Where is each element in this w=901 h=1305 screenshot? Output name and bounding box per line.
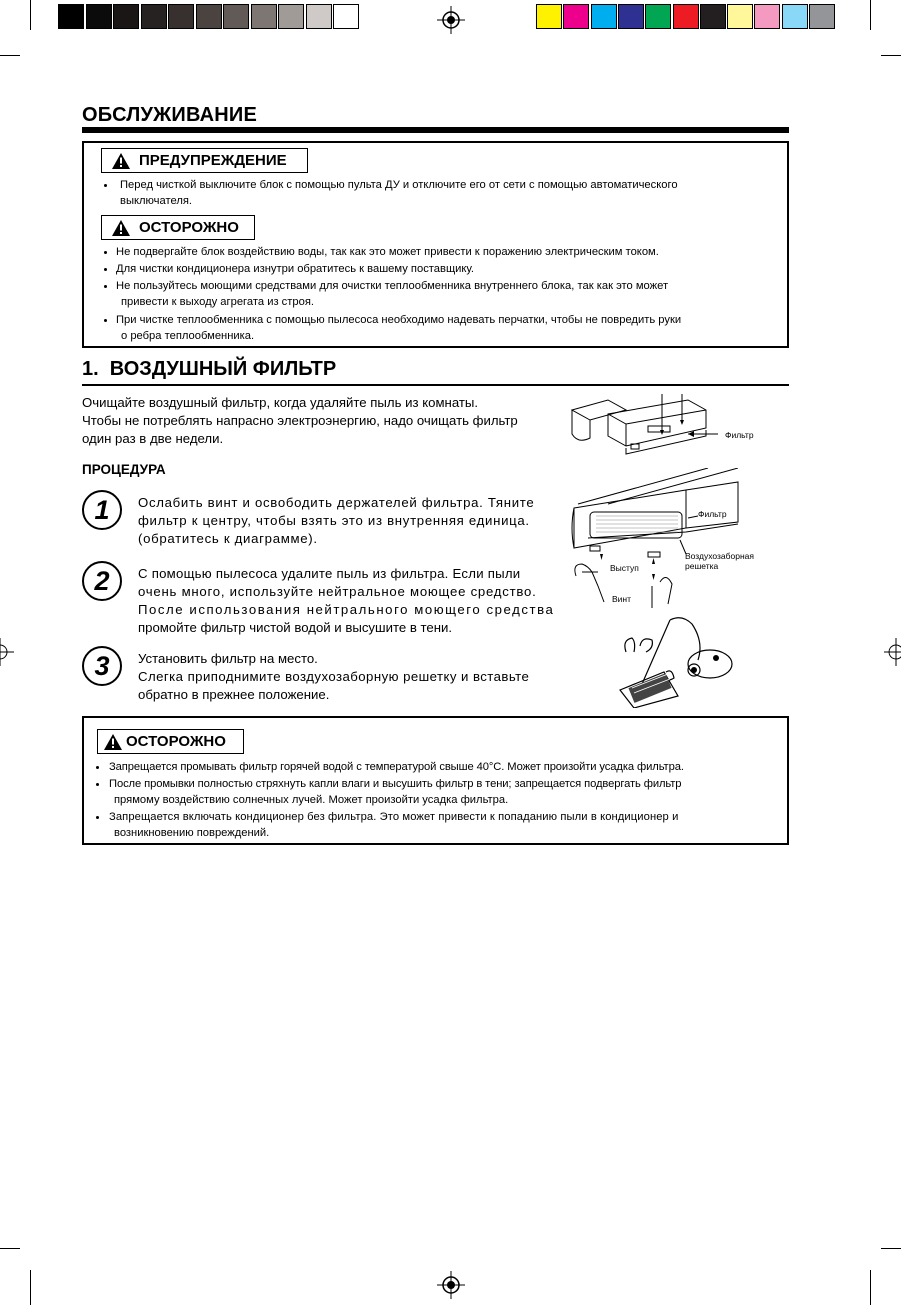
registration-mark-top: [437, 6, 465, 34]
gray-swatch: [58, 4, 84, 29]
crop-mark: [0, 55, 20, 56]
caution-item-line: Для чистки кондиционера изнутри обратитесь к вашему поставщику.: [116, 263, 475, 275]
registration-mark-right: [884, 638, 901, 666]
color-swatch: [673, 4, 699, 29]
bullet: [104, 285, 107, 288]
vacuum-cleaner-illustration: [612, 612, 742, 708]
color-swatch: [618, 4, 644, 29]
bullet: [104, 251, 107, 254]
bottom-caution-item-line: Запрещается включать кондиционер без фильтра. Это может привести к попаданию пыли в кондиционер и: [109, 811, 679, 823]
bottom-caution-item-line: После промывки полностью стряхнуть капли влаги и высушить фильтр в тени; запрещается подвергать фильтр: [109, 778, 682, 790]
gray-swatch: [333, 4, 359, 29]
color-swatch: [754, 4, 780, 29]
gray-swatch: [251, 4, 277, 29]
gray-swatch: [113, 4, 139, 29]
step-1-line: фильтр к центру, чтобы взять это из внутренняя единица.: [138, 513, 530, 528]
color-swatch: [563, 4, 589, 29]
step-2-line: промойте фильтр чистой водой и высушите в тени.: [138, 620, 453, 635]
caution-label-text: ОСТОРОЖНО: [139, 219, 239, 236]
step-number-1: 1: [82, 490, 122, 530]
gray-swatch: [223, 4, 249, 29]
warning-item-line: выключателя.: [120, 195, 193, 207]
bottom-caution-label: [97, 729, 244, 754]
step-2-line: очень много, используйте нейтральное моющее средство.: [138, 584, 537, 599]
step-1-line: (обратитесь к диаграмме).: [138, 531, 318, 546]
registration-mark-bottom: [437, 1271, 465, 1299]
warning-triangle-icon: [112, 220, 130, 236]
bullet: [104, 319, 107, 322]
step-3-line: Установить фильтр на место.: [138, 651, 318, 666]
bottom-caution-item-line: возникновению повреждений.: [114, 827, 270, 839]
color-swatch: [727, 4, 753, 29]
step-2-line: С помощью пылесоса удалите пыль из фильтра. Если пыли: [138, 566, 521, 581]
indoor-unit-top-diagram: [568, 392, 718, 464]
gray-swatch: [306, 4, 332, 29]
bullet: [96, 816, 99, 819]
caution-item-line: о ребра теплообменника.: [121, 330, 255, 342]
color-swatch: [536, 4, 562, 29]
caution-label: [101, 215, 255, 240]
step-2-line: После использования нейтрального моющего средства: [138, 602, 555, 617]
gray-swatch: [168, 4, 194, 29]
caution-item-line: привести к выходу агрегата из строя.: [121, 296, 315, 308]
intro-line: Очищайте воздушный фильтр, когда удаляйте пыль из комнаты.: [82, 395, 479, 410]
registration-mark-left: [0, 638, 14, 666]
color-swatch: [645, 4, 671, 29]
diagram-label-filter-top: Фильтр: [725, 430, 754, 440]
crop-mark: [0, 1248, 20, 1249]
crop-mark: [870, 1270, 871, 1305]
diagram-label-intake-grille: решетка: [685, 561, 719, 571]
section-title: 1. ВОЗДУШНЫЙ ФИЛЬТР: [82, 358, 337, 380]
crop-mark: [30, 1270, 31, 1305]
warning-label-text: ПРЕДУПРЕЖДЕНИЕ: [139, 152, 287, 169]
bullet: [96, 783, 99, 786]
crop-mark: [881, 55, 901, 56]
gray-swatch: [196, 4, 222, 29]
indoor-unit-front-diagram: [568, 468, 748, 608]
bottom-caution-label-text: ОСТОРОЖНО: [126, 733, 226, 750]
caution-item-line: Не пользуйтесь моющими средствами для очистки теплообменника внутреннего блока, так как это может: [116, 280, 669, 292]
title-rule: [82, 127, 789, 133]
warning-item-line: Перед чисткой выключите блок с помощью пульта ДУ и отключите его от сети с помощью автоматического: [120, 179, 678, 191]
intro-line: Чтобы не потреблять напрасно электроэнергию, надо очищать фильтр: [82, 413, 518, 428]
diagram-label-filter-mid: Фильтр: [698, 509, 727, 519]
step-number-2: 2: [82, 561, 122, 601]
warning-triangle-icon: [104, 734, 122, 750]
color-swatch: [700, 4, 726, 29]
crop-mark: [30, 0, 31, 30]
bottom-caution-item-line: Запрещается промывать фильтр горячей водой с температурой свыше 40°С. Может произойти усадка фильтра.: [109, 761, 684, 773]
intro-line: один раз в две недели.: [82, 431, 224, 446]
caution-item-line: Не подвергайте блок воздействию воды, так как это может привести к поражению электрическим током.: [116, 246, 659, 258]
caution-item-line: При чистке теплообменника с помощью пылесоса необходимо надевать перчатки, чтобы не повредить руки: [116, 314, 682, 326]
gray-swatch: [141, 4, 167, 29]
gray-swatch: [278, 4, 304, 29]
diagram-label-intake-grille: Воздухозаборная: [685, 551, 754, 561]
section-rule: [82, 384, 789, 386]
diagram-label-screw: Винт: [612, 594, 632, 604]
color-swatch: [591, 4, 617, 29]
color-swatch: [809, 4, 835, 29]
step-3-line: Слегка приподнимите воздухозаборную решетку и вставьте: [138, 669, 530, 684]
bullet: [104, 268, 107, 271]
diagram-label-tab: Выступ: [610, 563, 639, 573]
bullet: [96, 766, 99, 769]
step-1-line: Ослабить винт и освободить держателей фильтра. Тяните: [138, 495, 535, 510]
bullet: [104, 184, 107, 187]
crop-mark: [881, 1248, 901, 1249]
crop-mark: [870, 0, 871, 30]
bottom-caution-item-line: прямому воздействию солнечных лучей. Может произойти усадка фильтра.: [114, 794, 509, 806]
color-swatch: [782, 4, 808, 29]
step-3-line: обратно в прежнее положение.: [138, 687, 330, 702]
warning-label: [101, 148, 308, 173]
warning-triangle-icon: [112, 153, 130, 169]
step-number-3: 3: [82, 646, 122, 686]
page-title: ОБСЛУЖИВАНИЕ: [82, 104, 257, 126]
gray-swatch: [86, 4, 112, 29]
procedure-heading: ПРОЦЕДУРА: [82, 462, 166, 477]
